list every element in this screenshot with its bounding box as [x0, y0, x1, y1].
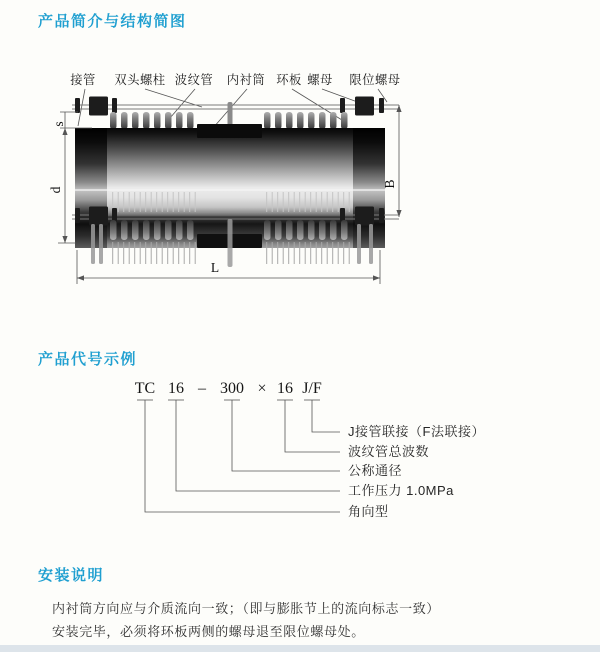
callout-angular-type: 角向型 — [348, 504, 389, 519]
code-callouts — [348, 424, 485, 519]
dim-label-d: d — [48, 186, 63, 194]
code-segment-waves: 16 — [277, 380, 293, 397]
convolution-lines-bottom-left — [110, 242, 198, 264]
code-segment-pressure: 16 — [168, 380, 184, 397]
dim-label-s: s — [51, 121, 66, 127]
callout-nominal-diameter: 公称通径 — [348, 463, 403, 478]
part-label-connecting-pipe: 接管 — [70, 73, 96, 87]
bellows-bottom-right — [264, 220, 352, 240]
convolution-lines-mid-left — [110, 192, 198, 212]
structure-diagram — [30, 58, 450, 313]
convolution-lines-bottom-right — [264, 242, 352, 264]
callout-connection: J接管联接（F法联接） — [348, 424, 485, 439]
callout-working-pressure: 工作压力 1.0MPa — [348, 483, 454, 498]
code-segment-dash: – — [198, 380, 206, 397]
code-segment-connection: J/F — [302, 380, 322, 397]
footer-bar — [0, 645, 600, 652]
install-note-2: 安装完毕，必须将环板两侧的螺母退至限位螺母处。 — [52, 624, 365, 639]
part-label-liner: 内衬筒 — [226, 73, 266, 87]
code-segment-times: × — [257, 380, 267, 397]
part-labels — [70, 72, 400, 87]
part-label-ring-plate: 环板 — [276, 73, 302, 87]
code-example-diagram — [0, 372, 600, 527]
code-segment-diameter: 300 — [220, 380, 244, 397]
liner-collar-top — [197, 124, 262, 138]
part-label-limit-nut: 限位螺母 — [349, 73, 401, 87]
callout-wave-count: 波纹管总波数 — [348, 444, 430, 459]
part-label-nut: 螺母 — [307, 73, 333, 87]
code-callout-lines — [137, 400, 340, 512]
dim-label-b: B — [382, 179, 397, 189]
install-heading: 安装说明 — [38, 567, 105, 584]
convolution-lines-mid-right — [264, 192, 352, 212]
bellows-bottom-left — [110, 220, 198, 240]
part-label-stud: 双头螺柱 — [114, 73, 166, 87]
install-note-1: 内衬筒方向应与介质流向一致；（即与膨胀节上的流向标志一致） — [52, 601, 440, 616]
bellows-top-left — [110, 112, 198, 129]
part-label-bellows: 波纹管 — [174, 73, 214, 87]
bellows-top-right — [264, 112, 352, 129]
dimension-s — [51, 112, 92, 128]
dimension-d — [48, 128, 76, 243]
code-segment-type: TC — [134, 380, 156, 397]
dim-label-l: L — [210, 260, 220, 275]
code-segments — [135, 380, 322, 397]
code-heading: 产品代号示例 — [38, 351, 138, 368]
intro-heading: 产品简介与结构简图 — [38, 13, 187, 30]
